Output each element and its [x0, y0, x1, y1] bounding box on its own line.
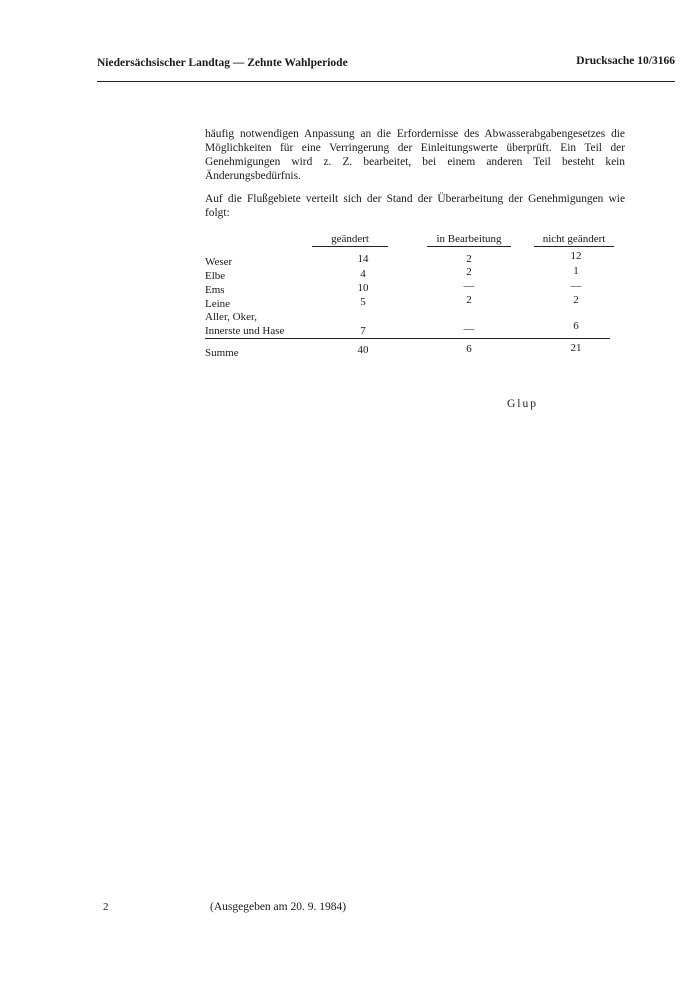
header-rule	[97, 81, 675, 82]
cell-elbe-unchanged: 1	[573, 265, 579, 277]
paragraph-2: Auf die Flußgebiete verteilt sich der Stand der Überarbeitung der Genehmigungen wie folgt:	[205, 193, 625, 219]
row-label-total: Summe	[205, 347, 239, 359]
cell-elbe-changed: 4	[360, 268, 366, 280]
cell-leine-changed: 5	[360, 296, 366, 308]
column-header-in-progress: in Bearbeitung	[427, 233, 511, 247]
header-title: Niedersächsischer Landtag — Zehnte Wahlperiode	[97, 57, 348, 69]
cell-weser-unchanged: 12	[570, 250, 582, 262]
table-total-rule	[205, 338, 610, 339]
row-label-innerste-hase: Innerste und Hase	[205, 325, 285, 337]
issue-date: (Ausgegeben am 20. 9. 1984)	[210, 901, 347, 913]
cell-ems-unchanged: —	[570, 280, 582, 292]
cell-weser-changed: 14	[357, 253, 369, 265]
cell-ems-in-progress: —	[463, 280, 475, 292]
cell-innerste-in-progress: —	[463, 323, 475, 335]
cell-total-in-progress: 6	[466, 343, 472, 355]
cell-leine-unchanged: 2	[573, 294, 579, 306]
paragraph-1: häufig notwendigen Anpassung an die Erfordernisse des Abwasserabgabengesetzes die Möglichkeiten für eine Verringerung der Einleitungswerte überprüft. Ein Teil der Genehmigungen wird z. Z. bearbeitet, bei einem anderen Teil besteht kein Änderungsbedürfnis.	[205, 128, 625, 182]
row-label-weser: Weser	[205, 256, 233, 268]
column-header-unchanged: nicht geändert	[534, 233, 614, 247]
cell-weser-in-progress: 2	[466, 253, 472, 265]
cell-leine-in-progress: 2	[466, 294, 472, 306]
cell-total-unchanged: 21	[570, 342, 582, 354]
signature: Glup	[507, 398, 538, 410]
row-label-ems: Ems	[205, 284, 225, 296]
cell-innerste-unchanged: 6	[573, 320, 579, 332]
row-label-elbe: Elbe	[205, 270, 226, 282]
row-label-leine: Leine	[205, 298, 231, 310]
cell-total-changed: 40	[357, 344, 369, 356]
row-label-aller-oker: Aller, Oker,	[205, 311, 257, 323]
cell-innerste-changed: 7	[360, 325, 366, 337]
cell-ems-changed: 10	[357, 282, 369, 294]
cell-elbe-in-progress: 2	[466, 266, 472, 278]
column-header-changed: geändert	[312, 233, 388, 247]
page-number: 2	[103, 901, 109, 913]
document-number: Drucksache 10/3166	[576, 55, 675, 67]
